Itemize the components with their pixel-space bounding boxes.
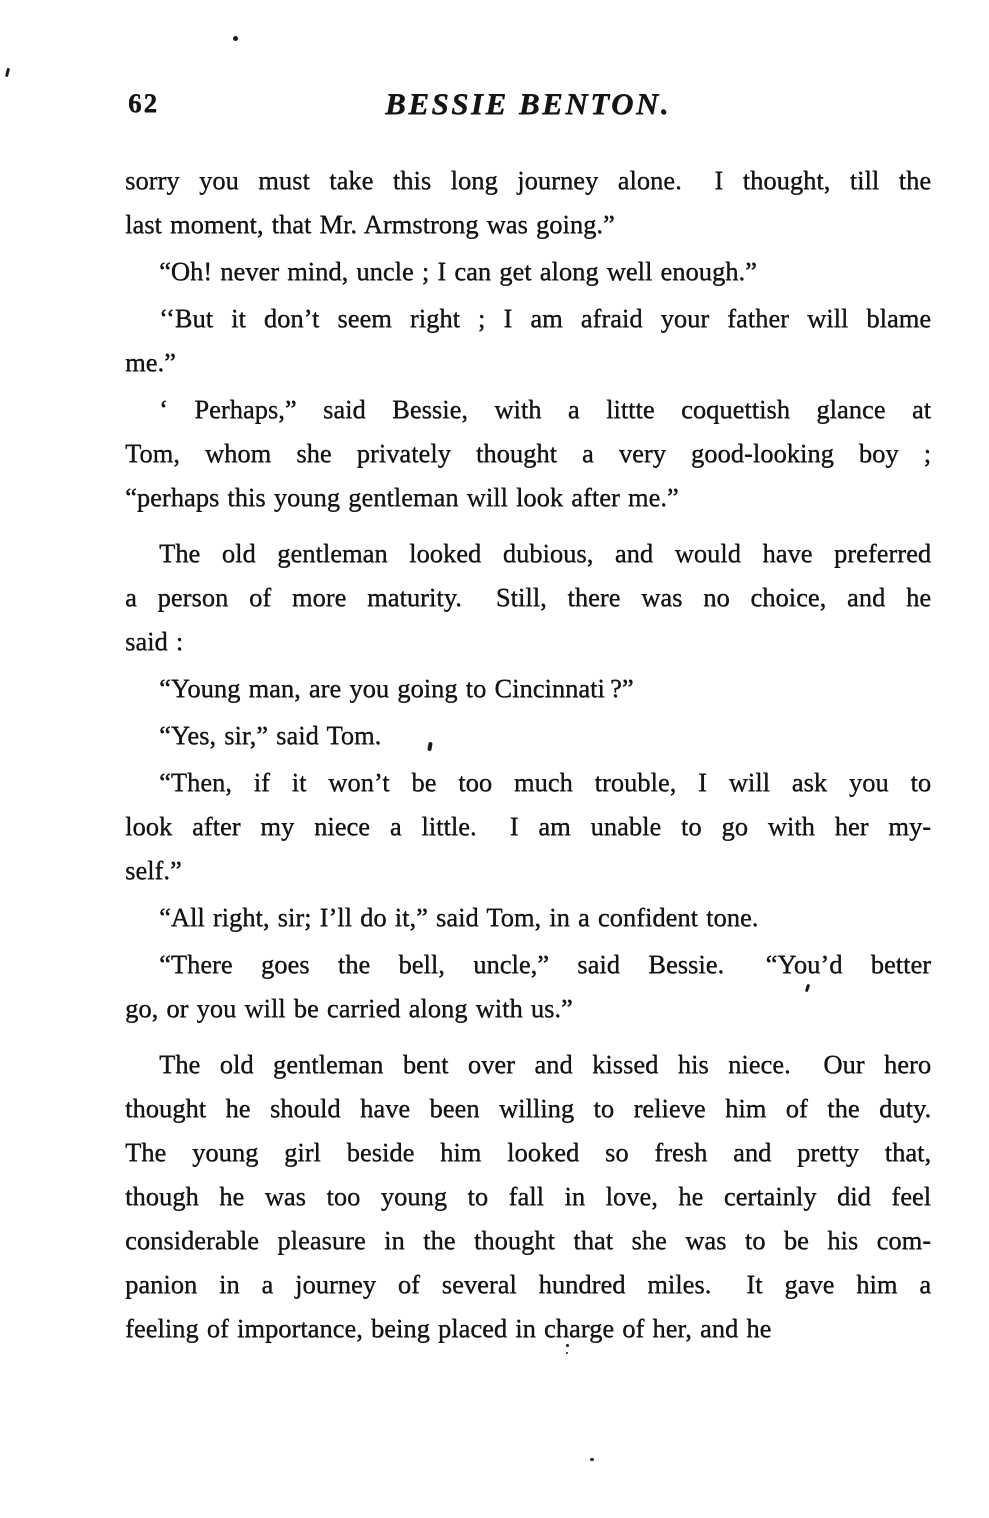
paragraph [125, 531, 931, 663]
text-line: The old gentleman looked dubious, and would have preferred [159, 538, 931, 568]
ink-speck [5, 68, 10, 77]
paragraph [125, 713, 931, 757]
paragraph [125, 387, 931, 519]
paragraph [125, 895, 931, 939]
text-line: panion in a journey of several hundred miles. It gave him a [125, 1269, 931, 1299]
text-line: ‘‘But it don’t seem right ; I am afraid your father will blame [159, 303, 931, 333]
text-line: “perhaps this young gentleman will look after me.” [125, 482, 679, 512]
text-line: The old gentleman bent over and kissed his niece. Our hero [159, 1049, 931, 1079]
ink-speck [566, 1352, 568, 1354]
text-line: “There goes the bell, uncle,” said Bessie. “You’d better [159, 949, 931, 979]
text-line: last moment, that Mr. Armstrong was going.” [125, 209, 615, 239]
text-line: “Yes, sir,” said Tom. [159, 720, 382, 750]
ink-speck [566, 1344, 569, 1347]
text-line: “Then, if it won’t be too much trouble, I will ask you to [159, 767, 931, 797]
text-line: sorry you must take this long journey alone. I thought, till the [125, 165, 931, 195]
text-line: “All right, sir; I’ll do it,” said Tom, in a confident tone. [159, 902, 759, 932]
text-line: said : [125, 626, 184, 656]
page-title: BESSIE BENTON. [385, 86, 671, 121]
text-line: me.” [125, 347, 176, 377]
paragraph [125, 249, 931, 293]
page-body [125, 158, 931, 1350]
ink-speck [233, 36, 238, 41]
text-line: though he was too young to fall in love, he certainly did feel [125, 1181, 931, 1211]
text-line: a person of more maturity. Still, there was no choice, and he [125, 582, 931, 612]
text-line: go, or you will be carried along with us.” [125, 993, 573, 1023]
text-line: thought he should have been willing to relieve him of the duty. [125, 1093, 931, 1123]
paragraph [125, 942, 931, 1030]
paragraph [125, 1042, 931, 1350]
ink-speck [590, 1458, 594, 1461]
page-number: 62 [128, 88, 159, 118]
paragraph [125, 158, 931, 246]
text-line: The young girl beside him looked so fresh and pretty that, [125, 1137, 931, 1167]
text-line: look after my niece a little. I am unable to go with her my- [125, 811, 931, 841]
text-line: self.” [125, 855, 182, 885]
text-line: feeling of importance, being placed in charge of her, and he [125, 1313, 772, 1343]
text-line: ‘ Perhaps,” said Bessie, with a littte coquettish glance at [159, 394, 931, 424]
running-head [125, 86, 931, 128]
paragraph [125, 760, 931, 892]
text-line: considerable pleasure in the thought that she was to be his com- [125, 1225, 931, 1255]
text-line: Tom, whom she privately thought a very good-looking boy ; [125, 438, 931, 468]
paragraph [125, 296, 931, 384]
paragraph [125, 666, 931, 710]
text-line: “Oh! never mind, uncle ; I can get along well enough.” [159, 256, 757, 286]
text-line: “Young man, are you going to Cincinnati ?” [159, 673, 634, 703]
